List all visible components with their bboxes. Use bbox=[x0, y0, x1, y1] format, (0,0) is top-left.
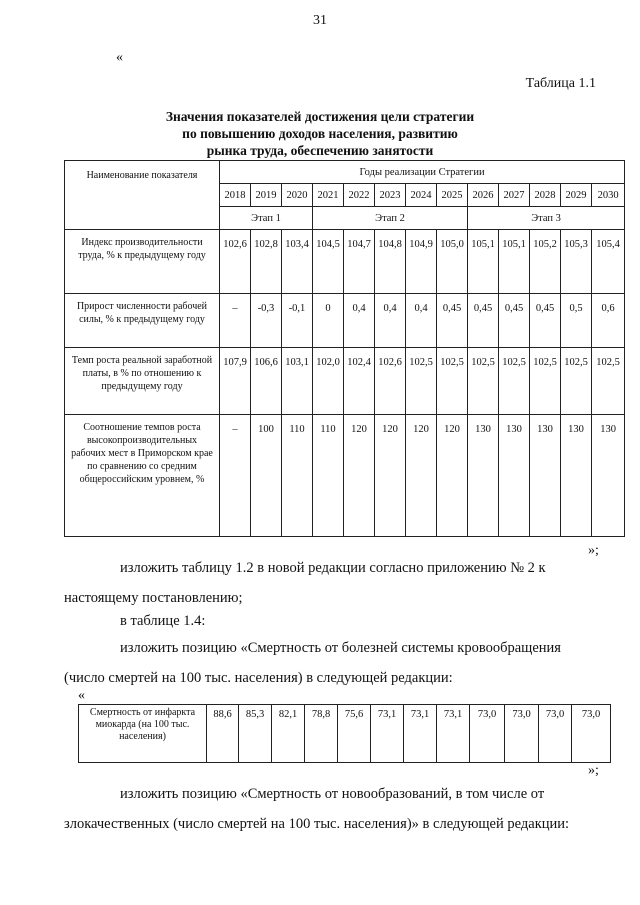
value-cell: 106,6 bbox=[251, 348, 282, 415]
row-name: Соотношение темпов роста высокопроизводительных рабочих мест в Приморском крае по сравнению со средним общероссийским уровнем, % bbox=[65, 415, 220, 537]
value-cell: 103,1 bbox=[282, 348, 313, 415]
value-cell: 102,5 bbox=[530, 348, 561, 415]
value-cell: 0,45 bbox=[437, 294, 468, 348]
value-cell: 102,4 bbox=[344, 348, 375, 415]
value-cell: 107,9 bbox=[220, 348, 251, 415]
year-cell: 2027 bbox=[499, 184, 530, 207]
value-cell: 105,4 bbox=[592, 230, 625, 294]
year-cell: 2019 bbox=[251, 184, 282, 207]
stage-cell: Этап 2 bbox=[313, 207, 468, 230]
value-cell: 102,6 bbox=[220, 230, 251, 294]
row-name: Смертность от инфаркта миокарда (на 100 тыс. населения) bbox=[79, 705, 207, 763]
value-cell: 0,4 bbox=[344, 294, 375, 348]
value-cell: – bbox=[220, 415, 251, 537]
paragraph-line: в таблице 1.4: bbox=[120, 613, 206, 629]
paragraph-line: настоящему постановлению; bbox=[64, 590, 243, 606]
paragraph-line bbox=[64, 553, 600, 583]
value-cell: 102,5 bbox=[592, 348, 625, 415]
paragraph-mortality-circulatory bbox=[64, 633, 600, 693]
value-cell: 0,5 bbox=[561, 294, 592, 348]
value-cell: -0,1 bbox=[282, 294, 313, 348]
value-cell: 82,1 bbox=[272, 705, 305, 763]
value-cell: 104,7 bbox=[344, 230, 375, 294]
paragraph-mortality-neoplasms bbox=[64, 779, 600, 839]
value-cell: 130 bbox=[499, 415, 530, 537]
value-cell: 130 bbox=[530, 415, 561, 537]
value-cell: 102,5 bbox=[499, 348, 530, 415]
value-cell: 0 bbox=[313, 294, 344, 348]
value-cell: 85,3 bbox=[239, 705, 272, 763]
value-cell: 105,3 bbox=[561, 230, 592, 294]
closing-quote: »; bbox=[588, 543, 599, 558]
table-title bbox=[100, 108, 540, 159]
name-header: Наименование показателя bbox=[65, 161, 220, 230]
value-cell: 73,0 bbox=[505, 705, 539, 763]
paragraph-line: изложить позицию «Смертность от болезней системы кровообращения bbox=[120, 640, 561, 656]
table-title-line: по повышению доходов населения, развитию bbox=[182, 126, 458, 141]
value-cell: 103,4 bbox=[282, 230, 313, 294]
year-cell: 2021 bbox=[313, 184, 344, 207]
paragraph-table-1-4 bbox=[64, 606, 600, 636]
value-cell: 130 bbox=[592, 415, 625, 537]
value-cell: 120 bbox=[406, 415, 437, 537]
value-cell: 0,6 bbox=[592, 294, 625, 348]
opening-quote: « bbox=[116, 50, 123, 65]
value-cell: 102,5 bbox=[437, 348, 468, 415]
row-name: Индекс производительности труда, % к предыдущему году bbox=[65, 230, 220, 294]
value-cell: 130 bbox=[561, 415, 592, 537]
value-cell: 100 bbox=[251, 415, 282, 537]
paragraph-table-1-2 bbox=[64, 553, 600, 613]
value-cell: 0,4 bbox=[375, 294, 406, 348]
year-cell: 2029 bbox=[561, 184, 592, 207]
row-name: Прирост численности рабочей силы, % к предыдущему году bbox=[65, 294, 220, 348]
value-cell: 102,5 bbox=[561, 348, 592, 415]
stage-cell: Этап 1 bbox=[220, 207, 313, 230]
value-cell: 73,1 bbox=[371, 705, 404, 763]
value-cell: 110 bbox=[282, 415, 313, 537]
value-cell: 73,0 bbox=[470, 705, 505, 763]
value-cell: 0,45 bbox=[468, 294, 499, 348]
value-cell: 102,0 bbox=[313, 348, 344, 415]
years-header: Годы реализации Стратегии bbox=[220, 161, 625, 184]
opening-quote: « bbox=[78, 688, 85, 703]
year-cell: 2020 bbox=[282, 184, 313, 207]
value-cell: 120 bbox=[344, 415, 375, 537]
value-cell: -0,3 bbox=[251, 294, 282, 348]
value-cell: 120 bbox=[375, 415, 406, 537]
table-title-line: рынка труда, обеспечению занятости bbox=[206, 143, 434, 158]
value-cell: 102,5 bbox=[406, 348, 437, 415]
year-cell: 2018 bbox=[220, 184, 251, 207]
value-cell: 75,6 bbox=[338, 705, 371, 763]
value-cell: 78,8 bbox=[305, 705, 338, 763]
value-cell: 105,2 bbox=[530, 230, 561, 294]
value-cell: 73,0 bbox=[572, 705, 611, 763]
value-cell: 102,8 bbox=[251, 230, 282, 294]
value-cell: 102,5 bbox=[468, 348, 499, 415]
paragraph-line: (число смертей на 100 тыс. населения) в следующей редакции: bbox=[64, 670, 453, 686]
mortality-table bbox=[78, 704, 611, 763]
stage-cell: Этап 3 bbox=[468, 207, 625, 230]
value-cell: 105,1 bbox=[468, 230, 499, 294]
indicators-table bbox=[64, 160, 625, 537]
year-cell: 2024 bbox=[406, 184, 437, 207]
paragraph-line: злокачественных (число смертей на 100 тыс. населения)» в следующей редакции: bbox=[64, 816, 570, 832]
value-cell: 73,1 bbox=[437, 705, 470, 763]
year-cell: 2022 bbox=[344, 184, 375, 207]
year-cell: 2030 bbox=[592, 184, 625, 207]
value-cell: 120 bbox=[437, 415, 468, 537]
value-cell: 105,0 bbox=[437, 230, 468, 294]
paragraph-text: изложить таблицу 1.2 в новой редакции согласно приложению № 2 к bbox=[120, 560, 546, 576]
year-cell: 2028 bbox=[530, 184, 561, 207]
table-caption: Таблица 1.1 bbox=[525, 76, 596, 91]
value-cell: 0,45 bbox=[499, 294, 530, 348]
year-cell: 2026 bbox=[468, 184, 499, 207]
value-cell: 73,0 bbox=[539, 705, 572, 763]
value-cell: 73,1 bbox=[404, 705, 437, 763]
value-cell: 110 bbox=[313, 415, 344, 537]
value-cell: 104,8 bbox=[375, 230, 406, 294]
value-cell: – bbox=[220, 294, 251, 348]
value-cell: 0,4 bbox=[406, 294, 437, 348]
year-cell: 2023 bbox=[375, 184, 406, 207]
year-cell: 2025 bbox=[437, 184, 468, 207]
value-cell: 102,6 bbox=[375, 348, 406, 415]
table-title-line: Значения показателей достижения цели стратегии bbox=[165, 109, 475, 124]
value-cell: 104,5 bbox=[313, 230, 344, 294]
value-cell: 130 bbox=[468, 415, 499, 537]
page-number: 31 bbox=[313, 13, 327, 28]
paragraph-text: изложить позицию «Смертность от новообразований, в том числе от bbox=[120, 786, 545, 802]
row-name: Темп роста реальной заработной платы, в % по отношению к предыдущему году bbox=[65, 348, 220, 415]
value-cell: 105,1 bbox=[499, 230, 530, 294]
closing-quote: »; bbox=[588, 763, 599, 778]
value-cell: 0,45 bbox=[530, 294, 561, 348]
value-cell: 88,6 bbox=[207, 705, 239, 763]
paragraph-line bbox=[64, 779, 600, 809]
value-cell: 104,9 bbox=[406, 230, 437, 294]
